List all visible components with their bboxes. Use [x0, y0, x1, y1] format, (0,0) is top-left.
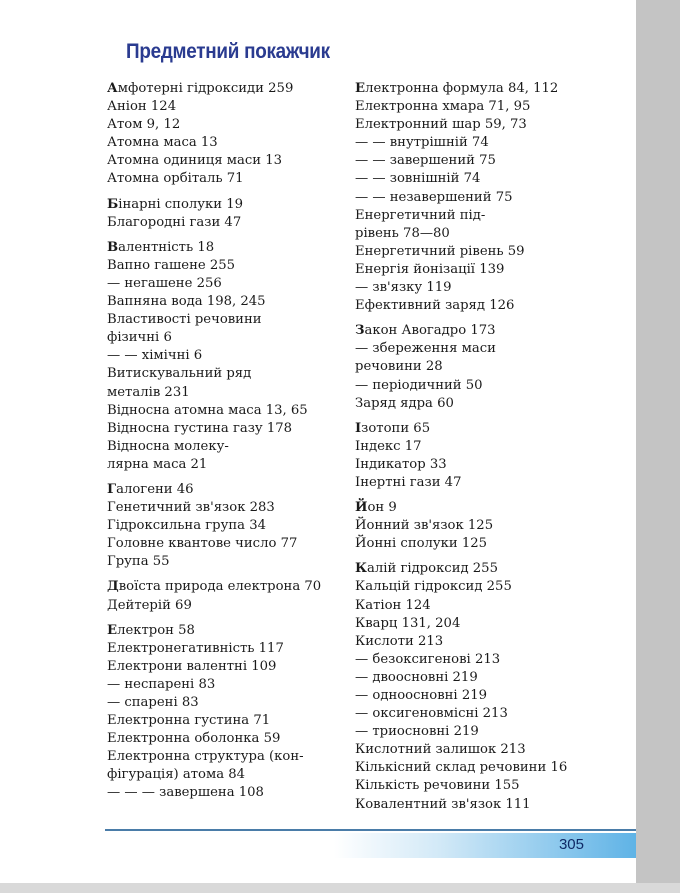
index-group [107, 481, 347, 571]
index-entry: Заряд ядра 60 [355, 395, 454, 411]
index-entry: Кварц 131, 204 [355, 615, 461, 631]
index-entry: Інертні гази 47 [355, 474, 462, 490]
index-entry: Атомна орбіталь 71 [107, 171, 244, 187]
index-entry: — — внутрішній 74 [355, 135, 489, 151]
index-entry: — зв'язку 119 [355, 280, 452, 296]
index-group [107, 196, 347, 232]
index-entry: Ізотопи 65 [355, 420, 431, 436]
index-entry: Індекс 17 [355, 438, 422, 454]
index-entry: Індикатор 33 [355, 456, 447, 472]
index-entry: Валентність 18 [107, 239, 215, 255]
index-entry: лярна маса 21 [107, 456, 208, 472]
index-group [107, 622, 347, 803]
index-entry: Ефективний заряд 126 [355, 298, 515, 314]
index-entry: Атом 9, 12 [107, 117, 181, 133]
index-entry: Відносна густина газу 178 [107, 420, 293, 436]
index-entry: — оксигеновмісні 213 [355, 706, 508, 722]
index-entry: Головне квантове число 77 [107, 536, 298, 552]
index-entry: — — завершений 75 [355, 153, 496, 169]
index-entry: Відносна атомна маса 13, 65 [107, 402, 308, 418]
index-entry: Генетичний зв'язок 283 [107, 500, 275, 516]
index-entry: металів 231 [107, 384, 190, 400]
index-entry: Дейтерій 69 [107, 597, 192, 613]
index-entry: Кількість речовини 155 [355, 778, 520, 794]
index-entry: — спарені 83 [107, 695, 199, 710]
index-entry: Відносна молеку- [107, 438, 229, 454]
index-entry: Електронна хмара 71, 95 [355, 99, 531, 115]
index-entry: Вапняна вода 198, 245 [107, 294, 266, 310]
index-entry: — негашене 256 [107, 275, 222, 291]
index-entry: Йонний зв'язок 125 [355, 518, 494, 534]
index-entry: речовини 28 [355, 359, 443, 375]
index-group [355, 80, 625, 315]
index-entry: — періодичний 50 [355, 377, 483, 393]
page-number-bar [334, 833, 636, 858]
index-entry: — одноосновні 219 [355, 688, 488, 703]
index-column-left [107, 80, 347, 810]
index-entry: Електронна густина 71 [107, 713, 271, 729]
index-group [107, 80, 347, 189]
index-entry: Ковалентний зв'язок 111 [355, 796, 531, 812]
index-group [355, 322, 625, 412]
index-entry: Вапно гашене 255 [107, 257, 236, 273]
index-entry: Благородні гази 47 [107, 214, 242, 230]
index-entry: Аніон 124 [107, 99, 177, 115]
index-entry: Галогени 46 [107, 481, 194, 497]
index-entry: — — хімічні 6 [107, 348, 203, 364]
index-entry: Закон Авогадро 173 [355, 323, 496, 339]
index-entry: — безоксигенові 213 [355, 651, 501, 667]
index-entry: рівень 78—80 [355, 225, 450, 241]
index-entry: — — — завершена 108 [107, 785, 264, 801]
index-entry: Електронна формула 84, 112 [355, 81, 559, 96]
index-entry: Атомна маса 13 [107, 135, 218, 151]
footer-rule [105, 829, 636, 831]
index-entry: — триосновні 219 [355, 724, 479, 740]
index-entry: Енергетичний під- [355, 207, 486, 223]
index-group [355, 499, 625, 553]
index-column-right [355, 80, 625, 821]
index-entry: Енергетичний рівень 59 [355, 243, 525, 259]
index-entry: Атомна одиниця маси 13 [107, 153, 283, 169]
index-entry: Амфотерні гідроксиди 259 [107, 81, 294, 96]
index-entry: Електронна структура (кон- [107, 749, 304, 765]
index-group [355, 420, 625, 492]
index-entry: Електрони валентні 109 [107, 658, 277, 674]
index-entry: Бінарні сполуки 19 [107, 196, 244, 212]
index-entry: Електронегативність 117 [107, 640, 284, 656]
page-bottom-shadow [0, 883, 680, 893]
index-entry: Кальцій гідроксид 255 [355, 579, 512, 595]
index-entry: Кількісний склад речовини 16 [355, 760, 568, 776]
index-entry: — — зовнішній 74 [355, 171, 481, 187]
index-entry: Гідроксильна група 34 [107, 518, 267, 534]
index-entry: Йон 9 [355, 500, 397, 516]
index-group [107, 578, 347, 614]
index-entry: — — незавершений 75 [355, 189, 513, 205]
index-group [107, 239, 347, 474]
index-entry: — двоосновні 219 [355, 669, 478, 685]
index-entry: — збереження маси [355, 341, 496, 357]
index-entry: — неспарені 83 [107, 676, 216, 692]
index-entry: Електронна оболонка 59 [107, 731, 281, 747]
page-title: Предметний покажчик [126, 40, 330, 63]
index-entry: Витискувальний ряд [107, 366, 252, 382]
index-entry: Калій гідроксид 255 [355, 561, 498, 577]
page-edge-shadow [636, 0, 680, 893]
page-number: 305 [558, 836, 584, 853]
index-entry: Властивості речовини [107, 312, 262, 328]
index-entry: Кислоти 213 [355, 633, 444, 649]
index-entry: Енергія йонізації 139 [355, 261, 505, 277]
index-entry: фігурація) атома 84 [107, 767, 246, 783]
index-entry: Електрон 58 [107, 622, 195, 638]
index-group [355, 560, 625, 813]
index-entry: Електронний шар 59, 73 [355, 117, 527, 133]
index-entry: Кислотний залишок 213 [355, 742, 526, 758]
index-entry: фізичні 6 [107, 330, 172, 346]
index-entry: Йонні сполуки 125 [355, 536, 488, 552]
index-entry: Двоїста природа електрона 70 [107, 579, 322, 595]
index-entry: Група 55 [107, 554, 170, 570]
index-entry: Катіон 124 [355, 597, 431, 613]
